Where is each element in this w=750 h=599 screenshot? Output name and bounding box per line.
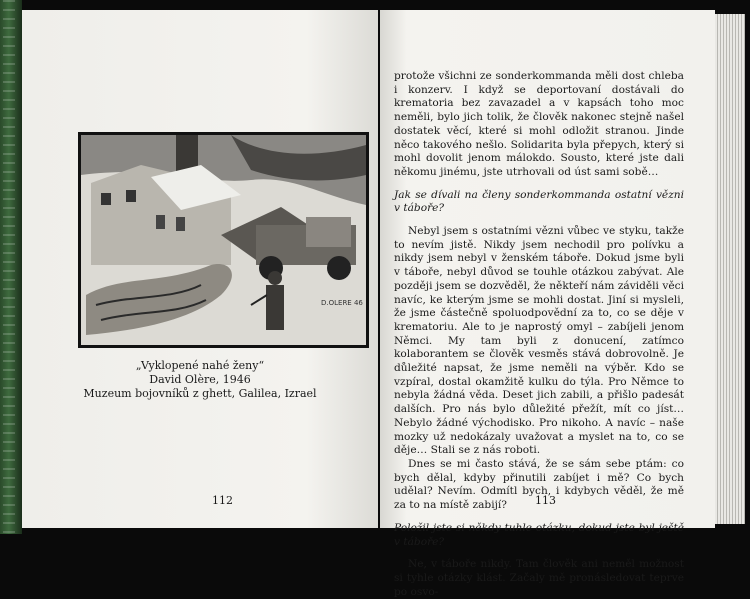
- artwork-illustration: [78, 132, 369, 348]
- right-page: [380, 10, 715, 598]
- interview-question-1: Jak se dívali na členy sonderkommanda ostatní vězni v táboře?: [394, 188, 684, 215]
- paragraph-answer-2: Dnes se mi často stává, že se sám sebe ptám: co bych dělal, kdyby přinutili zabíjet i mě? Co bych udělal? Nevím. Odmítl bych, i kdybych věděl, že mě za to na místě zabijí?: [394, 457, 684, 512]
- book-spine: [0, 0, 22, 534]
- page-edges: [715, 14, 745, 524]
- left-page: [22, 10, 378, 528]
- paragraph-answer-1: Nebyl jsem s ostatními vězni vůbec ve styku, takže to nevím jistě. Nikdy jsem nechodil pro polívku a nikdy jsem nebyl v ženském táboře. Dokud jsme byli v táboře, nebyl důvod se touhle otázkou zabývat. Ale později jsem se dozvěděl, že někteří nám záviděli věci navíc, ke kterým jsme se mohli dostat. Jiní si mysleli, že jsme částečně spoluodpovědní za to, co se děje v krematoriu. Ale to je naprostý omyl – zabíjeli jenom Němci. My tam byli z donucení, zatímco kolaborantem se člověk vesměs stává dobrovolně. Je důležité napsat, že jsme neměli na výběr. Kdo se vzpíral, dostal okamžitě kulku do týla. Pro Němce to nebyla žádná věda. Deset jich zabili, a přišlo padesát dalších. Pro nás bylo důležité přežít, mít co jíst… Nebylo žádné východisko. Pro nikoho. A navíc – naše mozky už nedokázaly uvažovat a myslet na to, co se děje… Stali se z nás roboti.: [394, 225, 684, 457]
- interview-question-2: Položil jste si někdy tuhle otázku, dokud jste byl ještě v táboře?: [394, 521, 684, 548]
- figure-caption: [50, 359, 350, 401]
- body-text: [394, 70, 684, 599]
- paragraph-1: protože všichni ze sonderkommanda měli dost chleba i konzerv. I když se deportovaní dostávali do krematoria bez zavazadel a v kapsách toho moc neměli, bylo jich tolik, že člověk nakonec stejně našel dostatek věcí, které si mohl odložit stranou. Jinde něco takového nešlo. Solidarita byla přepych, který si mohl dovolit jenom málokdo. Sousto, které jste dali někomu jinému, jste utrhovali od úst sami sobě…: [394, 70, 684, 178]
- paragraph-answer-3: Ne, v táboře nikdy. Tam člověk ani neměl možnost si tyhle otázky klást. Začaly mě pronásledovat teprve po osvo-: [394, 558, 684, 598]
- page-number-right: 113: [535, 494, 556, 507]
- page-number-left: 112: [212, 494, 233, 507]
- caption-collection: Muzeum bojovníků z ghett, Galilea, Izrael: [83, 387, 317, 400]
- drawing-image: [81, 135, 366, 345]
- caption-title: „Vyklopené nahé ženy“: [135, 359, 265, 372]
- caption-author-year: David Olère, 1946: [149, 373, 251, 386]
- artwork-signature: D.OLERE 46: [321, 299, 363, 307]
